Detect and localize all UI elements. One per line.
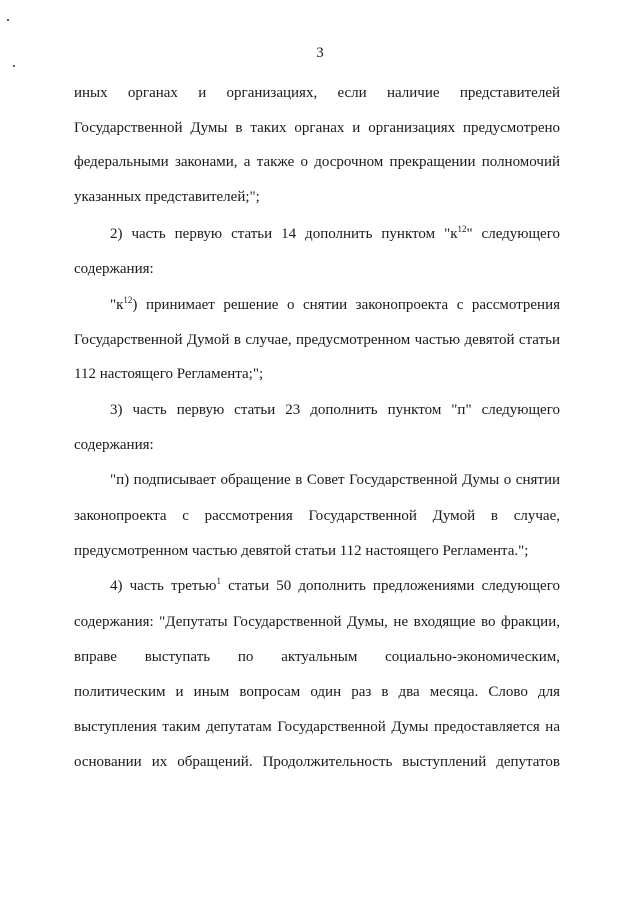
superscript: 12 — [123, 295, 133, 305]
text-line — [74, 576, 560, 596]
page-number: 3 — [316, 45, 324, 61]
text-fragment: " следующего — [466, 226, 560, 242]
scan-speck-mark — [13, 65, 15, 67]
text-line: законопроекта с рассмотрения Государственной Думой в случае, — [74, 508, 560, 524]
text-line: вправе выступать по актуальным социально-экономическим, — [74, 649, 560, 665]
text-line — [74, 224, 560, 244]
text-fragment: статьи 50 дополнить предложениями следующего — [220, 578, 560, 594]
text-line: содержания: "Депутаты Государственной Думы, не входящие во фракции, — [74, 614, 560, 630]
text-line: предусмотренном частью девятой статьи 112 настоящего Регламента."; — [74, 543, 529, 559]
superscript: 1 — [216, 576, 221, 586]
text-fragment: ) принимает решение о снятии законопроекта с рассмотрения — [132, 297, 560, 313]
text-line: основании их обращений. Продолжительность выступлений депутатов — [74, 754, 560, 770]
text-line: иных органах и организациях, если наличие представителей — [74, 85, 560, 101]
text-line: 112 настоящего Регламента;"; — [74, 366, 264, 382]
text-fragment: 4) часть третью — [110, 578, 217, 594]
text-line: 3) часть первую статьи 23 дополнить пунктом "п" следующего — [110, 402, 560, 418]
superscript: 12 — [457, 224, 467, 234]
text-line: федеральными законами, а также о досрочном прекращении полномочий — [74, 154, 560, 170]
text-line: Государственной Думы в таких органах и организациях предусмотрено — [74, 120, 560, 136]
text-line: Государственной Думой в случае, предусмотренном частью девятой статьи — [74, 332, 560, 348]
text-line: выступления таким депутатам Государственной Думы предоставляется на — [74, 719, 560, 735]
text-line — [74, 295, 560, 315]
text-line: "п) подписывает обращение в Совет Государственной Думы о снятии — [110, 472, 560, 488]
text-line: содержания: — [74, 437, 154, 453]
text-fragment: "к — [110, 297, 124, 313]
text-fragment: 2) часть первую статьи 14 дополнить пунктом "к — [110, 226, 458, 242]
text-line: содержания: — [74, 261, 154, 277]
text-line: политическим и иным вопросам один раз в два месяца. Слово для — [74, 684, 560, 700]
text-line: указанных представителей;"; — [74, 189, 260, 205]
scan-speck-mark — [7, 19, 9, 21]
